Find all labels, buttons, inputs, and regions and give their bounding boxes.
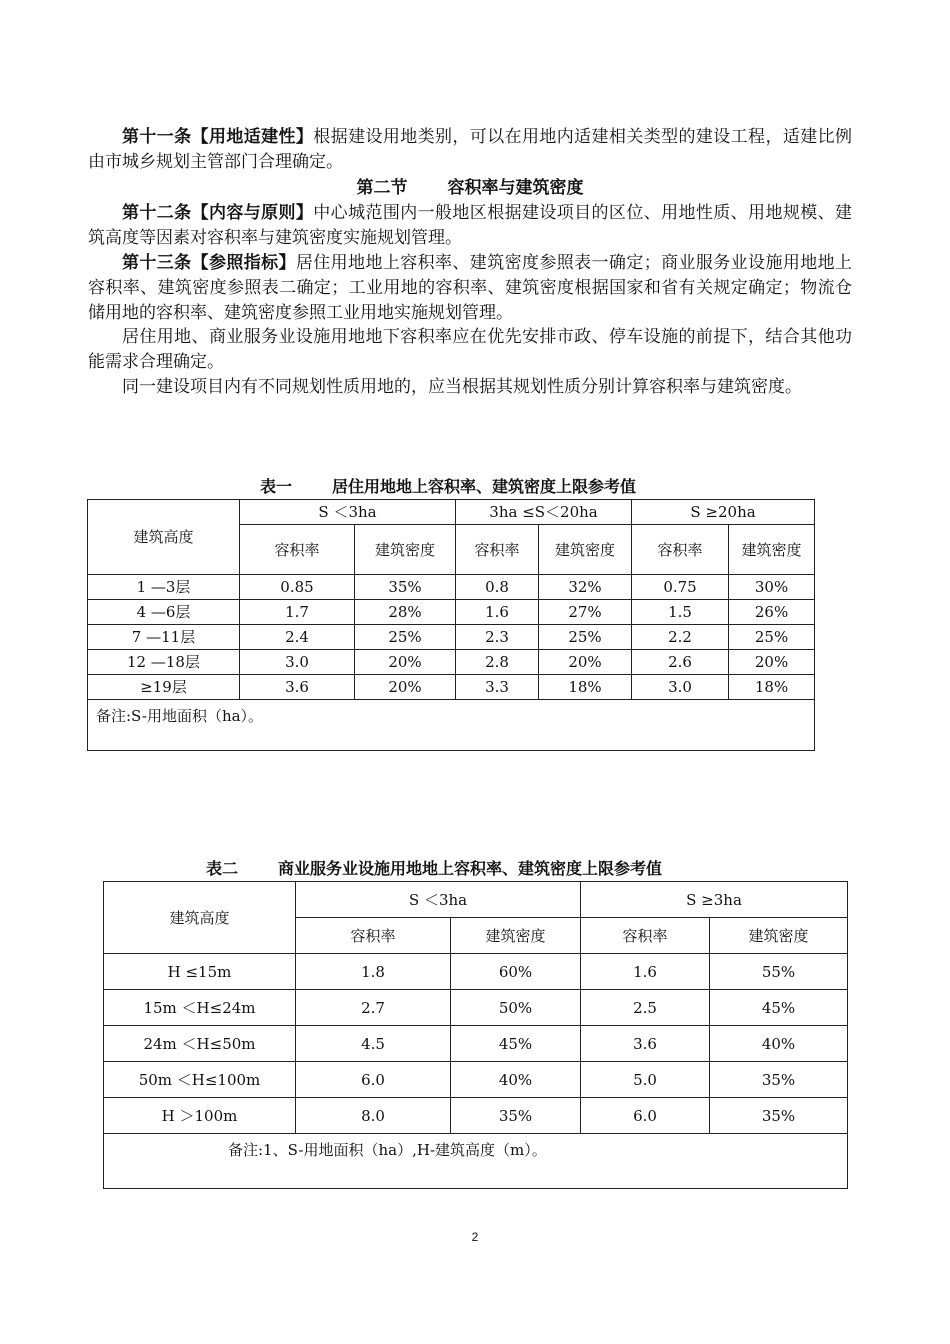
- table1-title: [260, 476, 636, 498]
- value-cell: 45%: [710, 990, 848, 1026]
- table1-sub-header: 建筑密度: [729, 525, 815, 575]
- value-cell: 4.5: [296, 1026, 451, 1062]
- height-cell: 24m ＜H≤50m: [104, 1026, 296, 1062]
- height-cell: H ＞100m: [104, 1098, 296, 1134]
- value-cell: 2.5: [581, 990, 710, 1026]
- value-cell: 50%: [451, 990, 581, 1026]
- article-12: [88, 201, 852, 251]
- table1-sub-header: 容积率: [632, 525, 729, 575]
- height-cell: 7 —11层: [88, 625, 240, 650]
- value-cell: 1.6: [581, 954, 710, 990]
- table-row: [88, 625, 815, 650]
- table2-row-header: 建筑高度: [104, 882, 296, 954]
- table-row: [104, 1026, 848, 1062]
- table-row: [104, 1098, 848, 1134]
- value-cell: 0.8: [456, 575, 539, 600]
- table2-sub-header: 建筑密度: [710, 918, 848, 954]
- height-cell: 1 —3层: [88, 575, 240, 600]
- table-row: [88, 675, 815, 700]
- value-cell: 6.0: [581, 1098, 710, 1134]
- table1-row-header: 建筑高度: [88, 500, 240, 575]
- height-cell: H ≤15m: [104, 954, 296, 990]
- article-heading: 第十二条【内容与原则】: [122, 203, 314, 223]
- article-text: 中心城范围内一般地区根据建设项目的区位、用地性质、用地规模、建筑高度等因素对容积率与建筑密度实施规划管理。: [88, 203, 853, 248]
- table2-title: [206, 858, 662, 880]
- value-cell: 35%: [451, 1098, 581, 1134]
- table1-caption: 居住用地地上容积率、建筑密度上限参考值: [332, 477, 637, 496]
- value-cell: 35%: [710, 1062, 848, 1098]
- section-number: 第二节: [356, 178, 408, 198]
- article-11: [88, 125, 852, 175]
- section-title: [88, 176, 852, 201]
- table1-group-header: S ＜3ha: [240, 500, 456, 525]
- height-cell: 4 —6层: [88, 600, 240, 625]
- value-cell: 3.0: [632, 675, 729, 700]
- table2-note: 备注:1、S-用地面积（ha）,H-建筑高度（m）。: [104, 1134, 848, 1189]
- paragraph-mixed-use: 同一建设项目内有不同规划性质用地的，应当根据其规划性质分别计算容积率与建筑密度。: [122, 377, 802, 397]
- table2-sub-header: 容积率: [581, 918, 710, 954]
- table1-number: 表一: [260, 477, 293, 496]
- value-cell: 5.0: [581, 1062, 710, 1098]
- value-cell: 3.3: [456, 675, 539, 700]
- value-cell: 2.8: [456, 650, 539, 675]
- value-cell: 20%: [355, 675, 456, 700]
- value-cell: 1.7: [240, 600, 355, 625]
- value-cell: 20%: [355, 650, 456, 675]
- table2-caption: 商业服务业设施用地地上容积率、建筑密度上限参考值: [278, 859, 663, 878]
- table2-group-header: S ≥3ha: [581, 882, 848, 918]
- value-cell: 8.0: [296, 1098, 451, 1134]
- value-cell: 55%: [710, 954, 848, 990]
- height-cell: 15m ＜H≤24m: [104, 990, 296, 1026]
- value-cell: 32%: [539, 575, 632, 600]
- table1-group-header: S ≥20ha: [632, 500, 815, 525]
- value-cell: 40%: [710, 1026, 848, 1062]
- value-cell: 28%: [355, 600, 456, 625]
- table2: [103, 881, 848, 1189]
- height-cell: 12 —18层: [88, 650, 240, 675]
- height-cell: ≥19层: [88, 675, 240, 700]
- value-cell: 45%: [451, 1026, 581, 1062]
- value-cell: 30%: [729, 575, 815, 600]
- table1-sub-header: 容积率: [456, 525, 539, 575]
- table-row: [88, 600, 815, 625]
- value-cell: 2.3: [456, 625, 539, 650]
- table1-sub-header: 容积率: [240, 525, 355, 575]
- value-cell: 1.8: [296, 954, 451, 990]
- height-cell: 50m ＜H≤100m: [104, 1062, 296, 1098]
- value-cell: 2.4: [240, 625, 355, 650]
- value-cell: 2.6: [632, 650, 729, 675]
- article-text: 居住用地地上容积率、建筑密度参照表一确定；商业服务业设施用地地上容积率、建筑密度参照表二确定；工业用地的容积率、建筑密度根据国家和省有关规定确定；物流仓储用地的容积率、建筑密度参照工业用地实施规划管理。: [88, 253, 853, 323]
- value-cell: 2.7: [296, 990, 451, 1026]
- table1: [87, 499, 815, 751]
- value-cell: 1.5: [632, 600, 729, 625]
- table2-sub-header: 容积率: [296, 918, 451, 954]
- value-cell: 3.6: [240, 675, 355, 700]
- value-cell: 3.0: [240, 650, 355, 675]
- table2-sub-header: 建筑密度: [451, 918, 581, 954]
- value-cell: 3.6: [581, 1026, 710, 1062]
- value-cell: 1.6: [456, 600, 539, 625]
- value-cell: 26%: [729, 600, 815, 625]
- paragraph-underground-far: 居住用地、商业服务业设施用地地下容积率应在优先安排市政、停车设施的前提下，结合其他功能需求合理确定。: [88, 327, 852, 372]
- value-cell: 20%: [539, 650, 632, 675]
- table1-sub-header: 建筑密度: [355, 525, 456, 575]
- value-cell: 2.2: [632, 625, 729, 650]
- table-row: [104, 1062, 848, 1098]
- article-heading: 第十三条【参照指标】: [122, 253, 296, 273]
- table-row: [104, 954, 848, 990]
- value-cell: 18%: [729, 675, 815, 700]
- value-cell: 0.75: [632, 575, 729, 600]
- article-heading: 第十一条【用地适建性】: [122, 127, 314, 147]
- value-cell: 25%: [539, 625, 632, 650]
- value-cell: 35%: [710, 1098, 848, 1134]
- value-cell: 27%: [539, 600, 632, 625]
- table1-group-header: 3ha ≤S＜20ha: [456, 500, 632, 525]
- value-cell: 20%: [729, 650, 815, 675]
- value-cell: 18%: [539, 675, 632, 700]
- value-cell: 40%: [451, 1062, 581, 1098]
- table-row: [88, 650, 815, 675]
- table1-note: 备注:S-用地面积（ha）。: [88, 700, 815, 751]
- table1-sub-header: 建筑密度: [539, 525, 632, 575]
- article-text: 根据建设用地类别，可以在用地内适建相关类型的建设工程，适建比例由市城乡规划主管部门合理确定。: [88, 127, 853, 172]
- page-number: 2: [471, 1230, 479, 1244]
- section-heading: 容积率与建筑密度: [447, 178, 584, 198]
- article-13: [88, 251, 852, 326]
- value-cell: 0.85: [240, 575, 355, 600]
- table2-number: 表二: [206, 859, 239, 878]
- value-cell: 25%: [355, 625, 456, 650]
- table2-group-header: S ＜3ha: [296, 882, 581, 918]
- table-row: [88, 575, 815, 600]
- value-cell: 35%: [355, 575, 456, 600]
- value-cell: 6.0: [296, 1062, 451, 1098]
- value-cell: 25%: [729, 625, 815, 650]
- table-row: [104, 990, 848, 1026]
- value-cell: 60%: [451, 954, 581, 990]
